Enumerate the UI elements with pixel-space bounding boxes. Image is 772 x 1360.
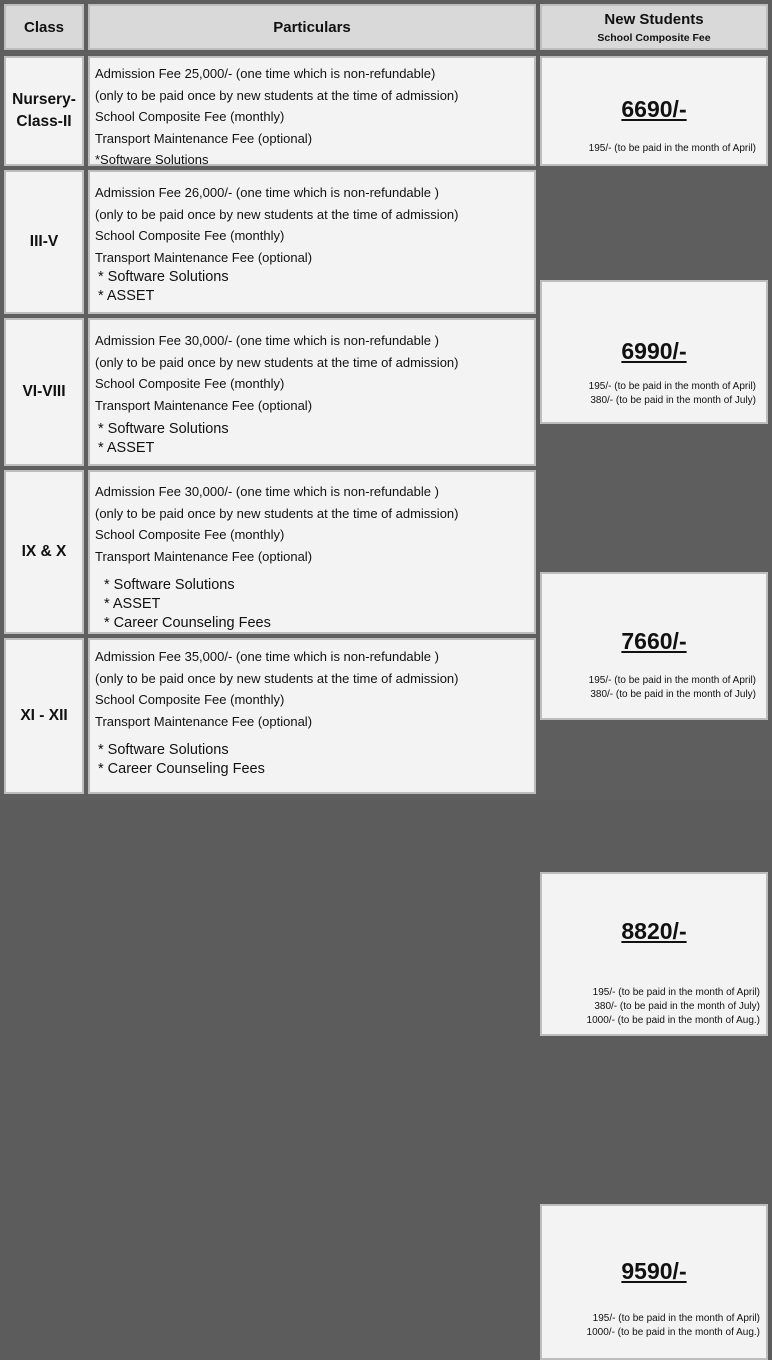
- bullet-line: * Software Solutions: [104, 577, 235, 594]
- fee-notes: [587, 986, 760, 1028]
- bullet-line: * ASSET: [104, 596, 161, 613]
- fee-note: 195/- (to be paid in the month of April): [592, 987, 760, 998]
- fee-cell: [540, 1204, 768, 1360]
- bullet-line: * ASSET: [98, 440, 155, 457]
- particular-line: School Composite Fee (monthly): [95, 376, 285, 392]
- bullet-line: * Career Counseling Fees: [98, 761, 265, 778]
- fee-note: 195/- (to be paid in the month of April): [592, 1313, 760, 1324]
- class-cell: [4, 56, 84, 166]
- fee-amount: 7660/-: [621, 628, 687, 654]
- fee-cell: [540, 572, 768, 720]
- particular-line: Admission Fee 26,000/- (one time which is non-refundable ): [95, 185, 439, 200]
- particular-line: Transport Maintenance Fee (optional): [95, 713, 313, 729]
- fee-notes: [589, 380, 756, 408]
- header-composite-fee-label: School Composite Fee: [597, 31, 711, 44]
- particular-line: Admission Fee 35,000/- (one time which is non-refundable ): [95, 649, 439, 664]
- fee-amount: 6990/-: [621, 338, 687, 364]
- particular-line: (only to be paid once by new students at the time of admission): [95, 206, 459, 222]
- particulars-cell: [88, 470, 536, 634]
- fee-cell: [540, 280, 768, 424]
- particulars-cell: [88, 638, 536, 794]
- fee-amount: 8820/-: [621, 918, 687, 944]
- fee-note: 1000/- (to be paid in the month of Aug.): [586, 1327, 760, 1338]
- class-cell: [4, 470, 84, 634]
- fee-note: 195/- (to be paid in the month of April): [588, 381, 756, 392]
- header-class: [4, 4, 84, 50]
- header-new-students: [540, 4, 768, 50]
- particular-line: (only to be paid once by new students at the time of admission): [95, 87, 459, 103]
- particular-line: Admission Fee 25,000/- (one time which is non-refundable): [95, 66, 436, 81]
- particulars-cell: [88, 56, 536, 166]
- bullet-line: * ASSET: [98, 288, 155, 305]
- particular-line: Transport Maintenance Fee (optional): [95, 548, 313, 564]
- particular-line: Transport Maintenance Fee (optional): [95, 249, 313, 265]
- particular-line: School Composite Fee (monthly): [95, 109, 285, 125]
- fee-note: 195/- (to be paid in the month of April): [588, 143, 756, 154]
- particular-line: Transport Maintenance Fee (optional): [95, 397, 313, 413]
- fee-notes: [589, 142, 756, 156]
- class-cell: [4, 170, 84, 314]
- particular-line: (only to be paid once by new students at the time of admission): [95, 354, 459, 370]
- header-particulars: [88, 4, 536, 50]
- class-cell: [4, 638, 84, 794]
- fee-note: 380/- (to be paid in the month of July): [590, 689, 756, 700]
- fee-notes: [589, 674, 756, 702]
- particular-line: *Software Solutions: [95, 152, 209, 166]
- particular-line: School Composite Fee (monthly): [95, 527, 285, 543]
- header-new-students-label: New Students: [604, 10, 704, 28]
- class-label: VI-VIII: [22, 383, 66, 400]
- fee-note: 380/- (to be paid in the month of July): [590, 395, 756, 406]
- fee-notes: [587, 1312, 760, 1340]
- particular-line: Admission Fee 30,000/- (one time which is non-refundable ): [95, 484, 439, 499]
- class-label: III-V: [29, 233, 59, 250]
- bullet-line: * Software Solutions: [98, 742, 229, 759]
- bullet-line: * Software Solutions: [98, 269, 229, 286]
- fee-amount: 6690/-: [621, 96, 687, 122]
- fee-cell: [540, 872, 768, 1036]
- particulars-cell: [88, 170, 536, 314]
- particular-line: School Composite Fee (monthly): [95, 692, 285, 708]
- fee-cell: [540, 56, 768, 166]
- class-label: Nursery-: [12, 91, 76, 108]
- fee-amount: 9590/-: [621, 1258, 687, 1284]
- class-label: Class-II: [16, 113, 72, 130]
- fee-note: 380/- (to be paid in the month of July): [594, 1001, 760, 1012]
- header-class-label: Class: [23, 18, 65, 36]
- particulars-cell: [88, 318, 536, 466]
- particular-line: School Composite Fee (monthly): [95, 228, 285, 244]
- fee-note: 195/- (to be paid in the month of April): [588, 675, 756, 686]
- bullet-line: * Career Counseling Fees: [104, 615, 271, 632]
- class-cell: [4, 318, 84, 466]
- particular-line: Transport Maintenance Fee (optional): [95, 130, 313, 146]
- particular-line: Admission Fee 30,000/- (one time which is non-refundable ): [95, 333, 439, 348]
- particular-line: (only to be paid once by new students at the time of admission): [95, 670, 459, 686]
- header-particulars-label: Particulars: [273, 18, 351, 36]
- particular-line: (only to be paid once by new students at the time of admission): [95, 505, 459, 521]
- class-label: IX & X: [21, 543, 67, 560]
- class-label: XI - XII: [20, 707, 68, 724]
- bullet-line: * Software Solutions: [98, 421, 229, 438]
- fee-note: 1000/- (to be paid in the month of Aug.): [586, 1015, 760, 1026]
